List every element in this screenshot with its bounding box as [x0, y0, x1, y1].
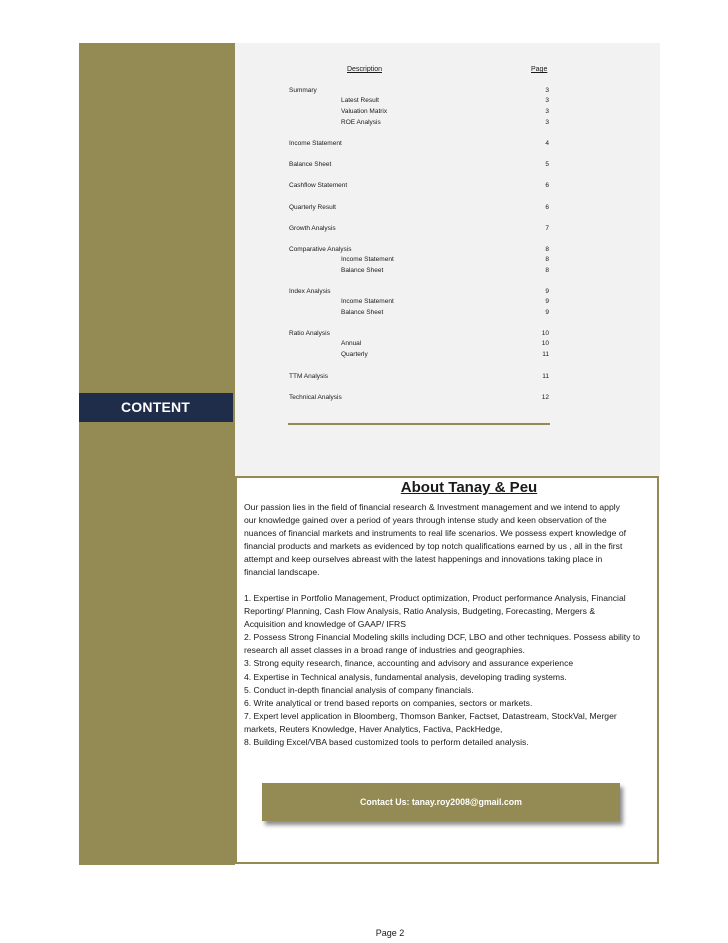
toc-page: 8 [545, 267, 549, 274]
toc-page: 3 [545, 97, 549, 104]
list-line: 1. Expertise in Portfolio Management, Product optimization, Product performance Analysis, Financial [244, 593, 626, 603]
toc-row[interactable] [289, 245, 549, 255]
toc-page: 5 [545, 161, 549, 168]
toc-row[interactable] [289, 107, 549, 117]
toc-row[interactable] [289, 255, 549, 265]
toc-label: Comparative Analysis [289, 246, 352, 253]
toc-page: 6 [545, 182, 549, 189]
toc-page: 3 [545, 119, 549, 126]
list-line: Acquisition and knowledge of GAAP/ IFRS [244, 619, 406, 630]
toc-row[interactable] [289, 181, 549, 191]
paragraph-line: financial landscape. [244, 567, 320, 578]
toc-header-description: Description [347, 66, 383, 73]
toc-row[interactable] [289, 339, 549, 349]
toc-page: 9 [545, 288, 549, 295]
toc-label: Income Statement [289, 140, 342, 147]
sidebar-olive-band [79, 43, 235, 865]
toc-label: Ratio Analysis [289, 330, 330, 337]
toc-page: 9 [545, 309, 549, 316]
list-line: 3. Strong equity research, finance, accounting and advisory and assurance experience [244, 658, 574, 669]
toc-row[interactable] [289, 224, 549, 234]
toc-row[interactable] [289, 139, 549, 149]
toc-row[interactable] [289, 96, 549, 106]
toc-page: 11 [542, 351, 549, 358]
toc-page: 12 [541, 394, 549, 401]
list-line: 8. Building Excel/VBA based customized tools to perform detailed analysis. [244, 737, 529, 748]
toc-row[interactable] [289, 350, 549, 360]
toc-row[interactable] [289, 118, 549, 128]
toc-row[interactable] [289, 372, 549, 382]
toc-label: ROE Analysis [341, 119, 381, 126]
toc-page: 8 [545, 246, 549, 253]
toc-label: Summary [289, 87, 317, 94]
toc-label: Valuation Matrix [341, 108, 388, 115]
toc-row[interactable] [289, 86, 549, 96]
about-paragraph [244, 501, 664, 580]
toc-label: Latest Result [341, 97, 379, 104]
toc-page: 4 [545, 140, 549, 147]
toc-label: Income Statement [341, 298, 394, 305]
contact-bar[interactable]: Contact Us: tanay.roy2008@gmail.com [262, 783, 620, 821]
content-label: CONTENT [79, 393, 233, 422]
paragraph-line: nuances of financial markets and instruments to real life scenarios. We possess expert knowledge of [244, 528, 626, 539]
toc-row[interactable] [289, 203, 549, 213]
toc-label: Technical Analysis [289, 394, 342, 401]
paragraph-line: our knowledge gained over a period of years through intense study and keen observation of the [244, 515, 607, 526]
about-title-text: About Tanay & Peu [400, 479, 538, 496]
toc-row[interactable] [289, 308, 549, 318]
toc-page: 3 [545, 108, 549, 115]
page-number: Page 2 [375, 928, 405, 938]
list-line: 2. Possess Strong Financial Modeling skills including DCF, LBO and other techniques. Possess ability to [244, 632, 640, 643]
list-line: 6. Write analytical or trend based reports on companies, sectors or markets. [244, 697, 533, 708]
toc-page: 11 [542, 373, 549, 380]
toc-row[interactable] [289, 297, 549, 307]
toc-label: Quarterly Result [289, 204, 336, 211]
paragraph-line: attempt and keep ourselves abreast with the latest happenings and innovations taking place in [244, 554, 603, 565]
toc-label: Cashflow Statement [289, 182, 348, 189]
expertise-list [244, 592, 664, 749]
toc-page: 9 [545, 298, 549, 305]
toc-row[interactable] [289, 160, 549, 170]
paragraph-line: Our passion lies in the field of financial research & Investment management and we intend to apply [244, 502, 620, 512]
toc-label: Balance Sheet [289, 161, 332, 168]
toc-label: Income Statement [341, 256, 394, 263]
list-line: 5. Conduct in-depth financial analysis of company financials. [244, 684, 474, 695]
list-line: research all asset classes in a broad range of industries and geographies. [244, 645, 525, 656]
toc-row[interactable] [289, 393, 549, 403]
toc-label: Balance Sheet [341, 309, 384, 316]
toc-page: 10 [541, 340, 549, 347]
toc-header-page: Page [531, 66, 548, 73]
paragraph-line: financial products and markets as evidenced by top notch qualifications earned by us , all in the first [244, 541, 623, 552]
toc-page: 10 [541, 330, 549, 337]
toc-page: 3 [545, 87, 549, 94]
toc-row[interactable] [289, 266, 549, 276]
toc-page: 8 [545, 256, 549, 263]
toc-label: Balance Sheet [341, 267, 384, 274]
list-line: markets, Reuters Knowledge, Haver Analytics, Factiva, PackHedge, [244, 723, 503, 734]
toc-row[interactable] [289, 287, 549, 297]
list-line: 4. Expertise in Technical analysis, fundamental analysis, developing trading systems. [244, 671, 567, 682]
toc-label: TTM Analysis [289, 373, 329, 380]
toc-label: Growth Analysis [289, 225, 336, 232]
list-line: Reporting/ Planning, Cash Flow Analysis, Ratio Analysis, Budgeting, Forecasting, Mergers & [244, 606, 596, 617]
toc-page: 6 [545, 204, 549, 211]
list-line: 7. Expert level application in Bloomberg, Thomson Banker, Factset, Datastream, StockVal, Merger [244, 710, 617, 721]
toc-row[interactable] [289, 329, 549, 339]
toc-label: Quarterly [341, 351, 368, 358]
toc-label: Annual [341, 340, 362, 347]
toc-page: 7 [545, 225, 549, 232]
toc-divider [288, 423, 550, 425]
toc-label: Index Analysis [289, 288, 331, 295]
about-title [235, 479, 659, 496]
